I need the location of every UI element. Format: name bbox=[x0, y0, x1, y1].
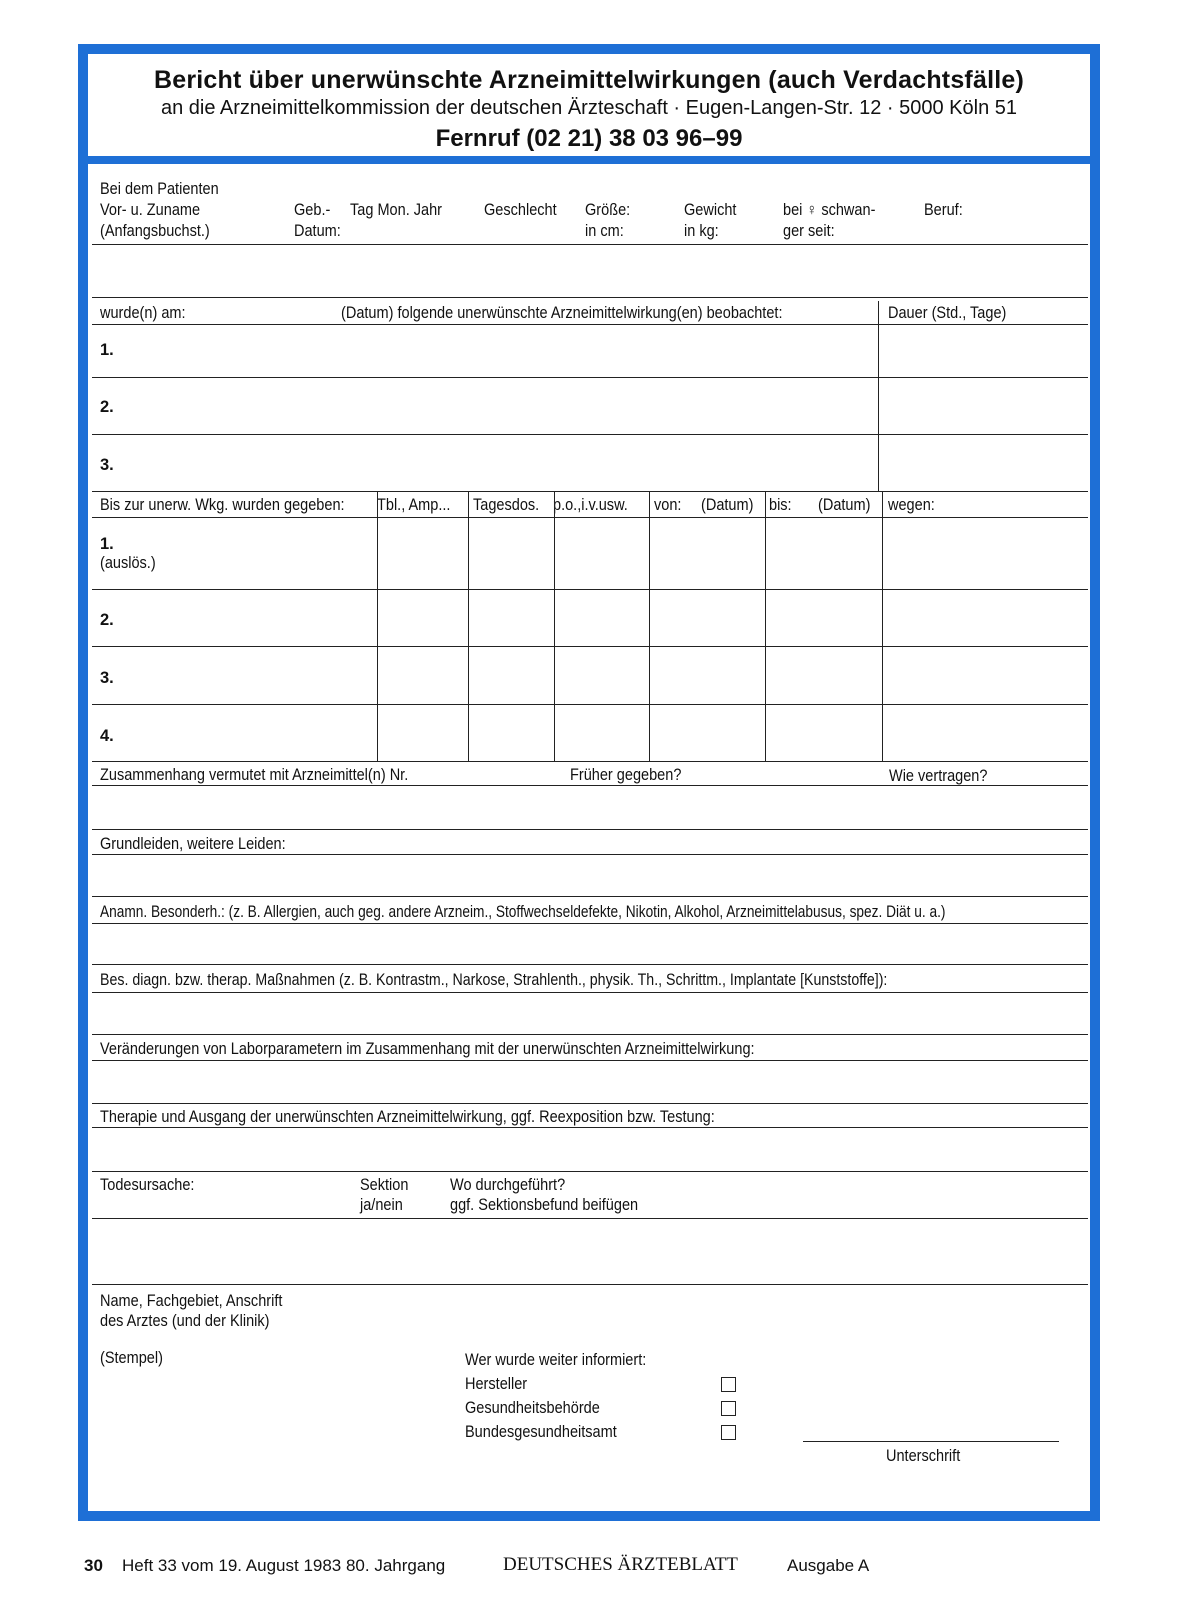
form-phone: Fernruf (02 21) 38 03 96–99 bbox=[435, 125, 743, 152]
weight-label: Gewicht bbox=[684, 201, 737, 219]
tolerated-label: Wie vertragen? bbox=[889, 767, 988, 785]
measures-header-line bbox=[92, 992, 1088, 993]
form-column-label: Tbl., Amp... bbox=[377, 496, 451, 514]
drug-row-3: 3. bbox=[100, 669, 114, 687]
drugs-col-divider-6 bbox=[882, 491, 883, 761]
federal-office-checkbox[interactable] bbox=[721, 1425, 736, 1440]
drug-line-2[interactable] bbox=[92, 646, 1088, 647]
autopsy-label-sub: ja/nein bbox=[360, 1196, 403, 1214]
pregnancy-label-sub: ger seit: bbox=[783, 222, 835, 240]
patient-entry-line[interactable] bbox=[92, 297, 1088, 298]
autopsy-report-label: ggf. Sektionsbefund beifügen bbox=[450, 1196, 639, 1214]
informed-option-federal-office: Bundesgesundheitsamt bbox=[465, 1423, 617, 1441]
journal-name: DEUTSCHES ÄRZTEBLATT bbox=[503, 1554, 738, 1575]
measures-entry-line[interactable] bbox=[92, 1034, 1088, 1035]
doctor-name-label: Name, Fachgebiet, Anschrift bbox=[100, 1292, 283, 1310]
duration-label: Dauer (Std., Tage) bbox=[888, 304, 1007, 322]
context-label: Zusammenhang vermutet mit Arzneimittel(n) Nr. bbox=[100, 766, 409, 784]
lab-entry-line[interactable] bbox=[92, 1103, 1088, 1104]
effect-line-1[interactable] bbox=[92, 377, 1088, 378]
manufacturer-checkbox[interactable] bbox=[721, 1377, 736, 1392]
form-address: an die Arzneimittelkommission der deutschen Ärzteschaft · Eugen-Langen-Str. 12 · 5000 Köln 51 bbox=[160, 97, 1018, 119]
drug-row-1-sub: (auslös.) bbox=[100, 554, 156, 572]
dose-column-label: Tagesdos. bbox=[473, 496, 540, 514]
drugs-col-divider-5 bbox=[765, 491, 766, 761]
patient-name-sub: (Anfangsbuchst.) bbox=[100, 222, 210, 240]
drug-line-3[interactable] bbox=[92, 704, 1088, 705]
therapy-entry-line[interactable] bbox=[92, 1171, 1088, 1172]
reason-column-label: wegen: bbox=[888, 496, 935, 514]
height-label: Größe: bbox=[585, 201, 631, 219]
drugs-given-label: Bis zur unerw. Wkg. wurden gegeben: bbox=[100, 496, 345, 514]
duration-column-divider bbox=[878, 301, 879, 491]
context-header-line bbox=[92, 785, 1088, 786]
doctor-name-sub: des Arztes (und der Klinik) bbox=[100, 1312, 270, 1330]
therapy-label: Therapie und Ausgang der unerwünschten Arzneimittelwirkung, ggf. Reexposition bzw. Testung: bbox=[100, 1108, 715, 1126]
edition-label: Ausgabe A bbox=[787, 1556, 870, 1575]
birth-label-sub: Datum: bbox=[294, 222, 341, 240]
drug-line-4[interactable] bbox=[92, 761, 1088, 762]
job-label: Beruf: bbox=[924, 201, 963, 219]
anamnesis-label: Anamn. Besonderh.: (z. B. Allergien, auch geg. andere Arzneim., Stoffwechseldefekte, Nikotin, Alkohol, Arzneimittelabusus, spez. Diät u. a.) bbox=[100, 903, 946, 921]
pregnancy-label: bei ♀ schwan- bbox=[783, 201, 876, 219]
drugs-col-divider-3 bbox=[554, 491, 555, 761]
issue-info: Heft 33 vom 19. August 1983 80. Jahrgang bbox=[122, 1556, 446, 1575]
drugs-header-line bbox=[92, 517, 1088, 518]
anamnesis-entry-line[interactable] bbox=[92, 964, 1088, 965]
from-column-label: von: bbox=[654, 496, 682, 514]
lab-header-line bbox=[92, 1060, 1088, 1061]
effect-row-1: 1. bbox=[100, 341, 114, 359]
observed-effects-label: (Datum) folgende unerwünschte Arzneimittelwirkung(en) beobachtet: bbox=[341, 304, 783, 322]
death-cause-label: Todesursache: bbox=[100, 1176, 195, 1194]
drug-row-2: 2. bbox=[100, 611, 114, 629]
route-column-label: p.o.,i.v.usw. bbox=[553, 496, 628, 514]
form-title: Bericht über unerwünschte Arzneimittelwirkungen (auch Verdachtsfälle) bbox=[153, 66, 1024, 94]
weight-label-sub: in kg: bbox=[684, 222, 719, 240]
informed-option-manufacturer: Hersteller bbox=[465, 1375, 528, 1393]
drug-line-1[interactable] bbox=[92, 589, 1088, 590]
from-date-label: (Datum) bbox=[701, 496, 754, 514]
patient-intro: Bei dem Patienten bbox=[100, 180, 219, 198]
therapy-header-line bbox=[92, 1127, 1088, 1128]
drug-row-4: 4. bbox=[100, 727, 114, 745]
disease-header-line bbox=[92, 854, 1088, 855]
drugs-col-divider-1 bbox=[377, 491, 378, 761]
stamp-label: (Stempel) bbox=[100, 1349, 163, 1367]
context-entry-line[interactable] bbox=[92, 829, 1088, 830]
to-column-label: bis: bbox=[769, 496, 792, 514]
death-entry-line[interactable] bbox=[92, 1284, 1088, 1285]
lab-label: Veränderungen von Laborparametern im Zusammenhang mit der unerwünschten Arzneimittelwirkung: bbox=[100, 1040, 755, 1058]
measures-label: Bes. diagn. bzw. therap. Maßnahmen (z. B. Kontrastm., Narkose, Strahlenth., physik. Th., Schrittm., Implantate [Kunststoffe]): bbox=[100, 971, 888, 989]
disease-entry-line[interactable] bbox=[92, 896, 1088, 897]
height-label-sub: in cm: bbox=[585, 222, 624, 240]
date-parts-label: Tag Mon. Jahr bbox=[350, 201, 443, 219]
drug-row-1: 1. bbox=[100, 535, 114, 553]
page-number: 30 bbox=[84, 1556, 103, 1575]
signature-line[interactable] bbox=[803, 1441, 1059, 1442]
earlier-given-label: Früher gegeben? bbox=[570, 766, 682, 784]
form-header bbox=[88, 54, 1090, 164]
effects-header-line bbox=[92, 324, 1088, 325]
informed-label: Wer wurde weiter informiert: bbox=[465, 1351, 647, 1369]
effect-line-3[interactable] bbox=[92, 491, 1088, 492]
autopsy-where-label: Wo durchgeführt? bbox=[450, 1176, 566, 1194]
death-header-line bbox=[92, 1218, 1088, 1219]
informed-option-health-authority: Gesundheitsbehörde bbox=[465, 1399, 600, 1417]
to-date-label: (Datum) bbox=[818, 496, 871, 514]
report-form bbox=[78, 44, 1100, 1521]
sex-label: Geschlecht bbox=[484, 201, 557, 219]
signature-label: Unterschrift bbox=[886, 1447, 961, 1465]
drugs-col-divider-2 bbox=[468, 491, 469, 761]
anamnesis-header-line bbox=[92, 923, 1088, 924]
birth-label: Geb.- bbox=[294, 201, 331, 219]
observed-on-label: wurde(n) am: bbox=[100, 304, 186, 322]
patient-divider bbox=[92, 244, 1088, 245]
effect-line-2[interactable] bbox=[92, 434, 1088, 435]
autopsy-label: Sektion bbox=[360, 1176, 409, 1194]
effect-row-2: 2. bbox=[100, 398, 114, 416]
disease-label: Grundleiden, weitere Leiden: bbox=[100, 835, 286, 853]
patient-name-label: Vor- u. Zuname bbox=[100, 201, 201, 219]
health-authority-checkbox[interactable] bbox=[721, 1401, 736, 1416]
drugs-col-divider-4 bbox=[649, 491, 650, 761]
effect-row-3: 3. bbox=[100, 456, 114, 474]
